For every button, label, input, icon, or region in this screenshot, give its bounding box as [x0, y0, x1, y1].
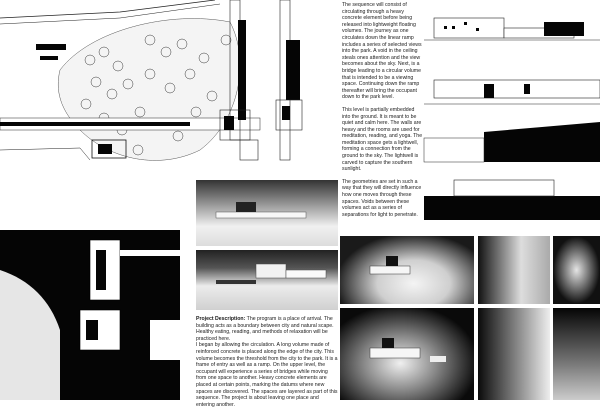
project-description-intro — [196, 316, 338, 342]
model-photo-3 — [340, 236, 474, 304]
model-photo-1 — [196, 180, 338, 246]
model-photo-7 — [478, 308, 550, 400]
level-plan — [262, 0, 322, 178]
building-section — [0, 210, 180, 400]
model-photo-5 — [553, 236, 600, 304]
concept-paragraph-2: This level is partially embedded into the ground. It is meant to be quiet and calm here. The walls are heavy and the rooms are used for meditation, reading, and yoga. The meditation space gets a lightwell, forming a connection from the ground to the sky. The lightwell is carved to capture the southern sunlight. — [342, 106, 423, 173]
elevation-drawing-set — [424, 0, 600, 230]
model-photo-8 — [553, 308, 600, 400]
concept-text-column — [342, 2, 424, 224]
section-drawing — [0, 210, 180, 400]
project-description-body-2: I began by allowing the circulation. A long volume made of reinforced concrete is placed along the edge of the city. This volume becomes the threshold from the city to the park. It is a frame of entry as well as a ramp. On the upper level, the occupant will experience a series of bridges while moving from one space to another. Heavy concrete elements are placed at certain points, marking the datums where new spaces are discovered. The spaces are layered as part of this sequence. The project is about leaving one place and entering another. — [196, 342, 338, 408]
project-description-heading: Project Description: — [196, 316, 246, 322]
elevation-drawings — [424, 0, 600, 230]
model-photo-6 — [340, 308, 474, 400]
project-description — [196, 316, 338, 408]
concept-paragraph-3: The geometries are set in such a way that they will directly influence how one moves through these spaces. Voids between these volumes act as a series of separations for light to penetrate. — [342, 178, 422, 218]
model-photo-4 — [478, 236, 550, 304]
model-photo-2 — [196, 250, 338, 310]
project-description-body-1: The program is a place of arrival. The building acts as a boundary between city and natural scape. Healthy eating, reading, and methods of relaxation will be practiced here. — [196, 316, 334, 342]
concept-paragraph-1: The sequence will consist of circulating through a heavy concrete element before being released into lightweight floating volumes. The journey as one circulates down the linear ramp includes a series of selected views into the park. A void in the ceiling steals ones attention and the view becomes about the sky. Next, is a bridge leading to a circular volume that is intended to be a viewing space. Continuing down the ramp thereafter will bring the occupant down to the park level. — [342, 2, 422, 101]
level-plan-drawing — [262, 0, 322, 178]
